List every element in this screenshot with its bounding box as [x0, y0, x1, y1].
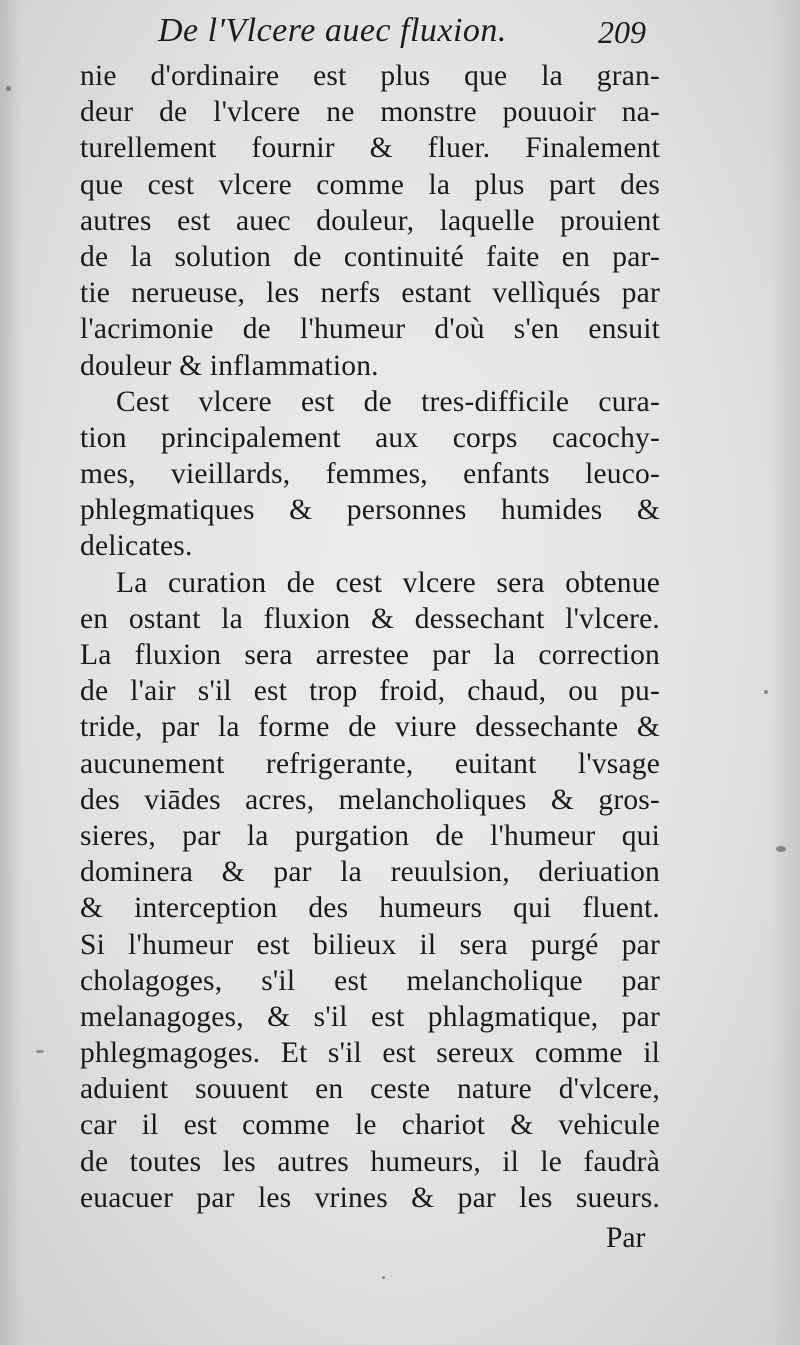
text-line: que cest vlcere comme la plus part des — [80, 168, 660, 201]
ink-speck — [36, 1050, 44, 1053]
text-line: nie d'ordinaire est plus que la gran- — [80, 60, 660, 92]
running-title: De l'Vlcere auec fluxion. — [158, 12, 507, 49]
text-line: en ostant la fluxion & dessechant l'vlcere. — [80, 602, 660, 635]
right-margin-shadow — [770, 0, 800, 1345]
text-line: dominera & par la reuulsion, deriuation — [80, 856, 660, 889]
text-line: cholagoges, s'il est melancholique par — [80, 964, 660, 997]
text-line: l'acrimonie de l'humeur d'où s'en ensuit — [80, 313, 660, 346]
text-line: La fluxion sera arrestee par la correction — [80, 639, 660, 671]
text-line: Cest vlcere est de tres-difficile cura- — [116, 385, 660, 418]
left-margin-shadow — [0, 0, 22, 1345]
text-line: melanagoges, & s'il est phlagmatique, par — [80, 1000, 660, 1033]
text-line: mes, vieillards, femmes, enfants leuco- — [80, 458, 660, 491]
text-line: deur de l'vlcere ne monstre pouuoir na- — [80, 96, 660, 129]
text-line: aucunement refrigerante, euitant l'vsage — [80, 747, 660, 780]
text-line: des viādes acres, melancholiques & gros- — [80, 783, 660, 816]
text-line: Si l'humeur est bilieux il sera purgé par — [80, 928, 660, 961]
text-line: euacuer par les vrines & par les sueurs. — [80, 1181, 660, 1214]
ink-speck — [776, 846, 786, 852]
text-line: car il est comme le chariot & vehicule — [80, 1109, 660, 1142]
body-text — [80, 58, 660, 1216]
text-line: de la solution de continuité faite en par- — [80, 240, 660, 273]
text-line: phlegmatiques & personnes humides & — [80, 494, 660, 527]
page-number: 209 — [598, 14, 646, 50]
text-line: de l'air s'il est trop froid, chaud, ou pu- — [80, 675, 660, 708]
text-line: autres est auec douleur, laquelle prouient — [80, 204, 660, 237]
text-line: sieres, par la purgation de l'humeur qui — [80, 819, 660, 852]
text-line: La curation de cest vlcere sera obtenue — [116, 566, 660, 599]
text-line: douleur & inflammation. — [80, 349, 379, 382]
text-line: de toutes les autres humeurs, il le faudrà — [80, 1145, 660, 1178]
ink-speck — [764, 690, 768, 694]
ink-speck — [382, 1276, 385, 1279]
page-header — [150, 12, 670, 56]
text-line: aduient souuent en ceste nature d'vlcere, — [80, 1073, 660, 1106]
text-line: phlegmagoges. Et s'il est sereux comme il — [80, 1037, 660, 1070]
text-line: turellement fournir & fluer. Finalement — [80, 132, 660, 165]
text-line: tie nerueuse, les nerfs estant vellìqués par — [80, 277, 660, 310]
catchword: Par — [606, 1222, 646, 1254]
ink-speck — [6, 86, 11, 91]
text-line: & interception des humeurs qui fluent. — [80, 892, 660, 925]
text-line: tion principalement aux corps cacochy- — [80, 421, 660, 454]
text-line: delicates. — [80, 530, 193, 563]
text-line: tride, par la forme de viure dessechante & — [80, 711, 660, 744]
